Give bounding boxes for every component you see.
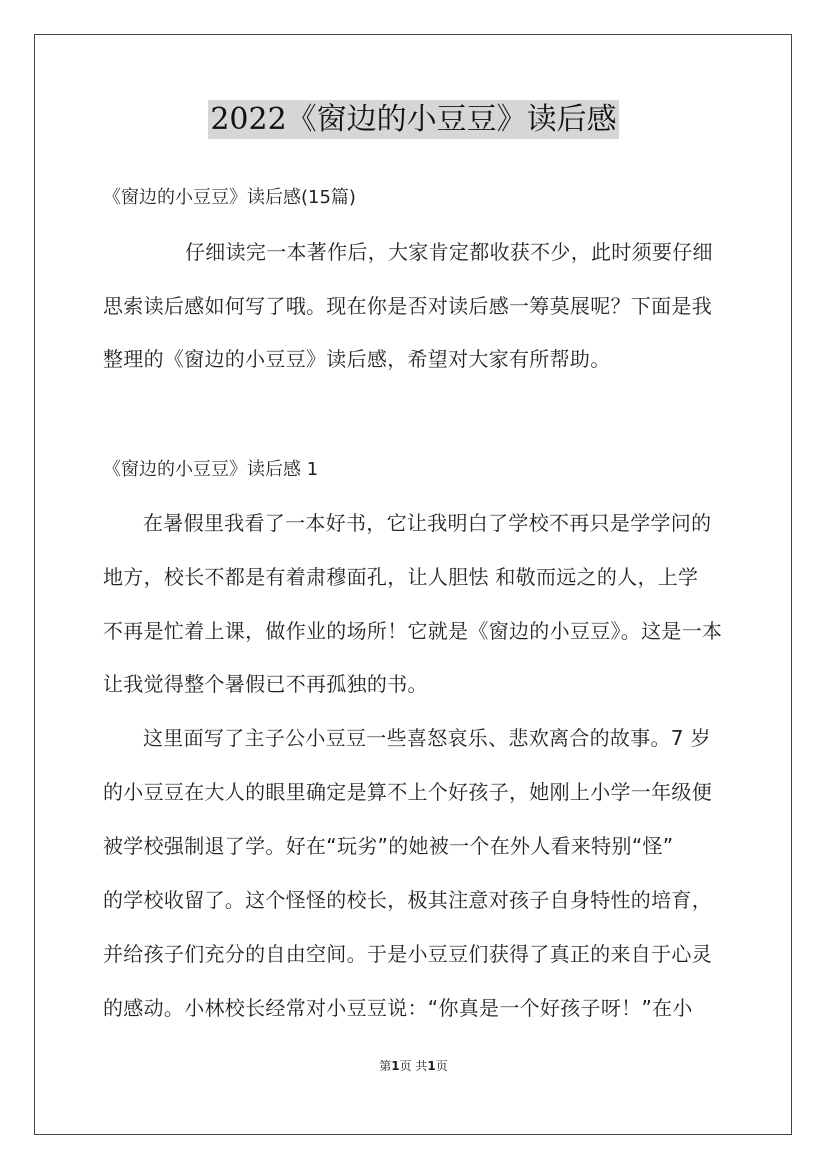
section-heading: 《窗边的小豆豆》读后感 1: [103, 459, 319, 480]
footer-page-current: 1: [391, 1059, 400, 1073]
intro-line: 思索读后感如何写了哦。现在你是否对读后感一筹莫展呢？下面是我: [103, 294, 712, 318]
paragraph-line: 地方，校长不都是有着肃穆面孔，让人胆怯 和敬而远之的人，上学: [103, 565, 699, 589]
footer-suffix: 页: [435, 1059, 448, 1073]
paragraph-line: 被学校强制退了学。好在“玩劣”的她被一个在外人看来特别“怪”: [103, 834, 674, 858]
paragraph-line: 的小豆豆在大人的眼里确定是算不上个好孩子，她刚上小学一年级便: [103, 780, 712, 804]
page-footer: [0, 1057, 827, 1074]
document-title-row: [0, 100, 827, 140]
document-title: 2022《窗边的小豆豆》读后感: [210, 102, 617, 137]
footer-prefix: 第: [379, 1059, 392, 1073]
paragraph-line: 在暑假里我看了一本好书，它让我明白了学校不再只是学学问的: [143, 511, 712, 535]
paragraph-line: 这里面写了主子公小豆豆一些喜怒哀乐、悲欢离合的故事。7 岁: [143, 726, 711, 750]
paragraph-line: 的感动。小林校长经常对小豆豆说：“你真是一个好孩子呀！”在小: [103, 996, 693, 1020]
paragraph-line: 的学校收留了。这个怪怪的校长，极其注意对孩子自身特性的培育，: [103, 888, 712, 912]
paragraph-line: 不再是忙着上课，做作业的场所！它就是《窗边的小豆豆》。这是一本: [103, 619, 723, 643]
footer-page-total: 1: [427, 1059, 436, 1073]
paragraph-line: 并给孩子们充分的自由空间。于是小豆豆们获得了真正的来自于心灵: [103, 942, 712, 966]
paragraph-line: 让我觉得整个暑假已不再孤独的书。: [103, 672, 428, 696]
intro-line: 仔细读完一本著作后，大家肯定都收获不少，此时须要仔细: [185, 240, 713, 264]
footer-mid: 页 共: [399, 1059, 428, 1073]
intro-line: 整理的《窗边的小豆豆》读后感，希望对大家有所帮助。: [103, 347, 611, 371]
document-subtitle: 《窗边的小豆豆》读后感(15篇): [103, 187, 356, 208]
